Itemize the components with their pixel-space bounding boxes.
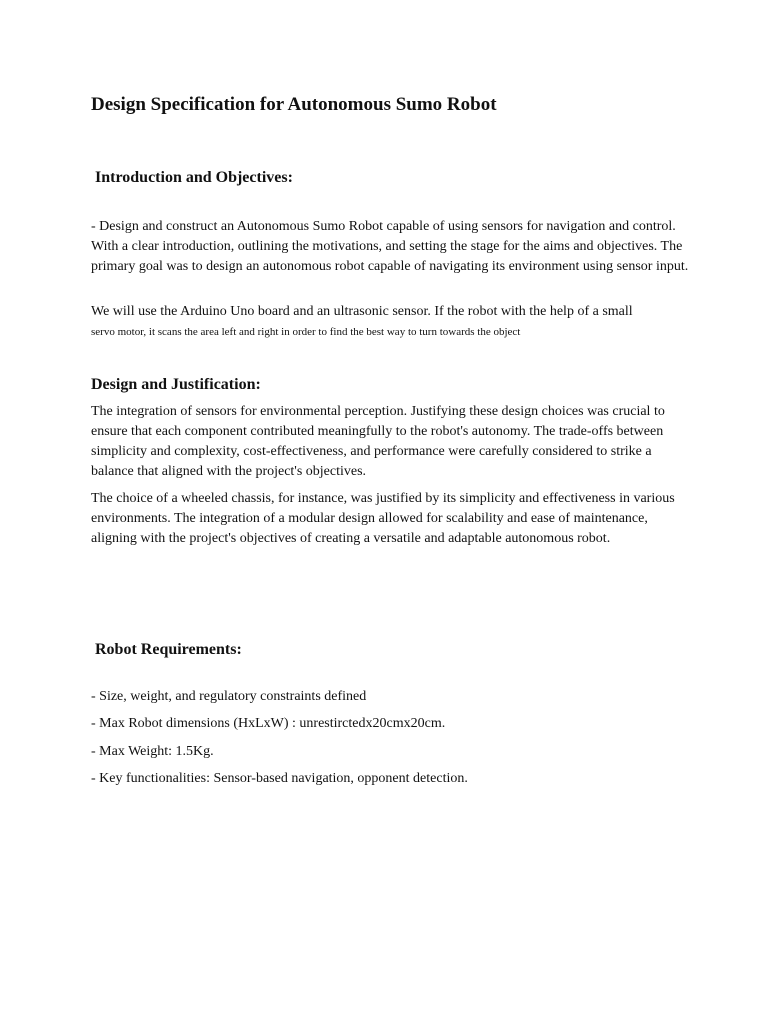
section-heading-introduction: Introduction and Objectives: — [95, 169, 293, 186]
intro-paragraph-1: - Design and construct an Autonomous Sumo Robot capable of using sensors for navigation and control. With a clear introduction, outlining the motivations, and setting the stage for the aims and objectives. The primary goal was to design an autonomous robot capable of navigating its environment using sensor input. — [91, 219, 689, 274]
document-title: Design Specification for Autonomous Sumo Robot — [91, 94, 497, 115]
design-paragraph-2: The choice of a wheeled chassis, for instance, was justified by its simplicity and effectiveness in various environments. The integration of a modular design allowed for scalability and ease of maintenance, aligning with the project's objectives of creating a versatile and adaptable autonomous robot. — [91, 491, 675, 546]
requirement-item: - Max Robot dimensions (HxLxW) : unrestirctedx20cmx20cm. — [91, 716, 446, 731]
section-heading-robot-requirements: Robot Requirements: — [95, 641, 242, 658]
requirement-item: - Max Weight: 1.5Kg. — [91, 744, 214, 759]
section-heading-design-justification: Design and Justification: — [91, 376, 261, 393]
requirement-item: - Size, weight, and regulatory constraints defined — [91, 689, 367, 704]
intro-paragraph-2-line-2: servo motor, it scans the area left and right in order to find the best way to turn towards the object — [91, 326, 521, 338]
design-paragraph-1: The integration of sensors for environmental perception. Justifying these design choices was crucial to ensure that each component contributed meaningfully to the robot's autonomy. The trade-offs between simplicity and complexity, cost-effectiveness, and performance were carefully considered to strike a balance that aligned with the project's objectives. — [91, 404, 665, 479]
intro-paragraph-2-line-1: We will use the Arduino Uno board and an ultrasonic sensor. If the robot with the help of a small — [91, 304, 633, 319]
requirement-item: - Key functionalities: Sensor-based navigation, opponent detection. — [91, 771, 468, 786]
intro-paragraph-2 — [91, 302, 691, 342]
